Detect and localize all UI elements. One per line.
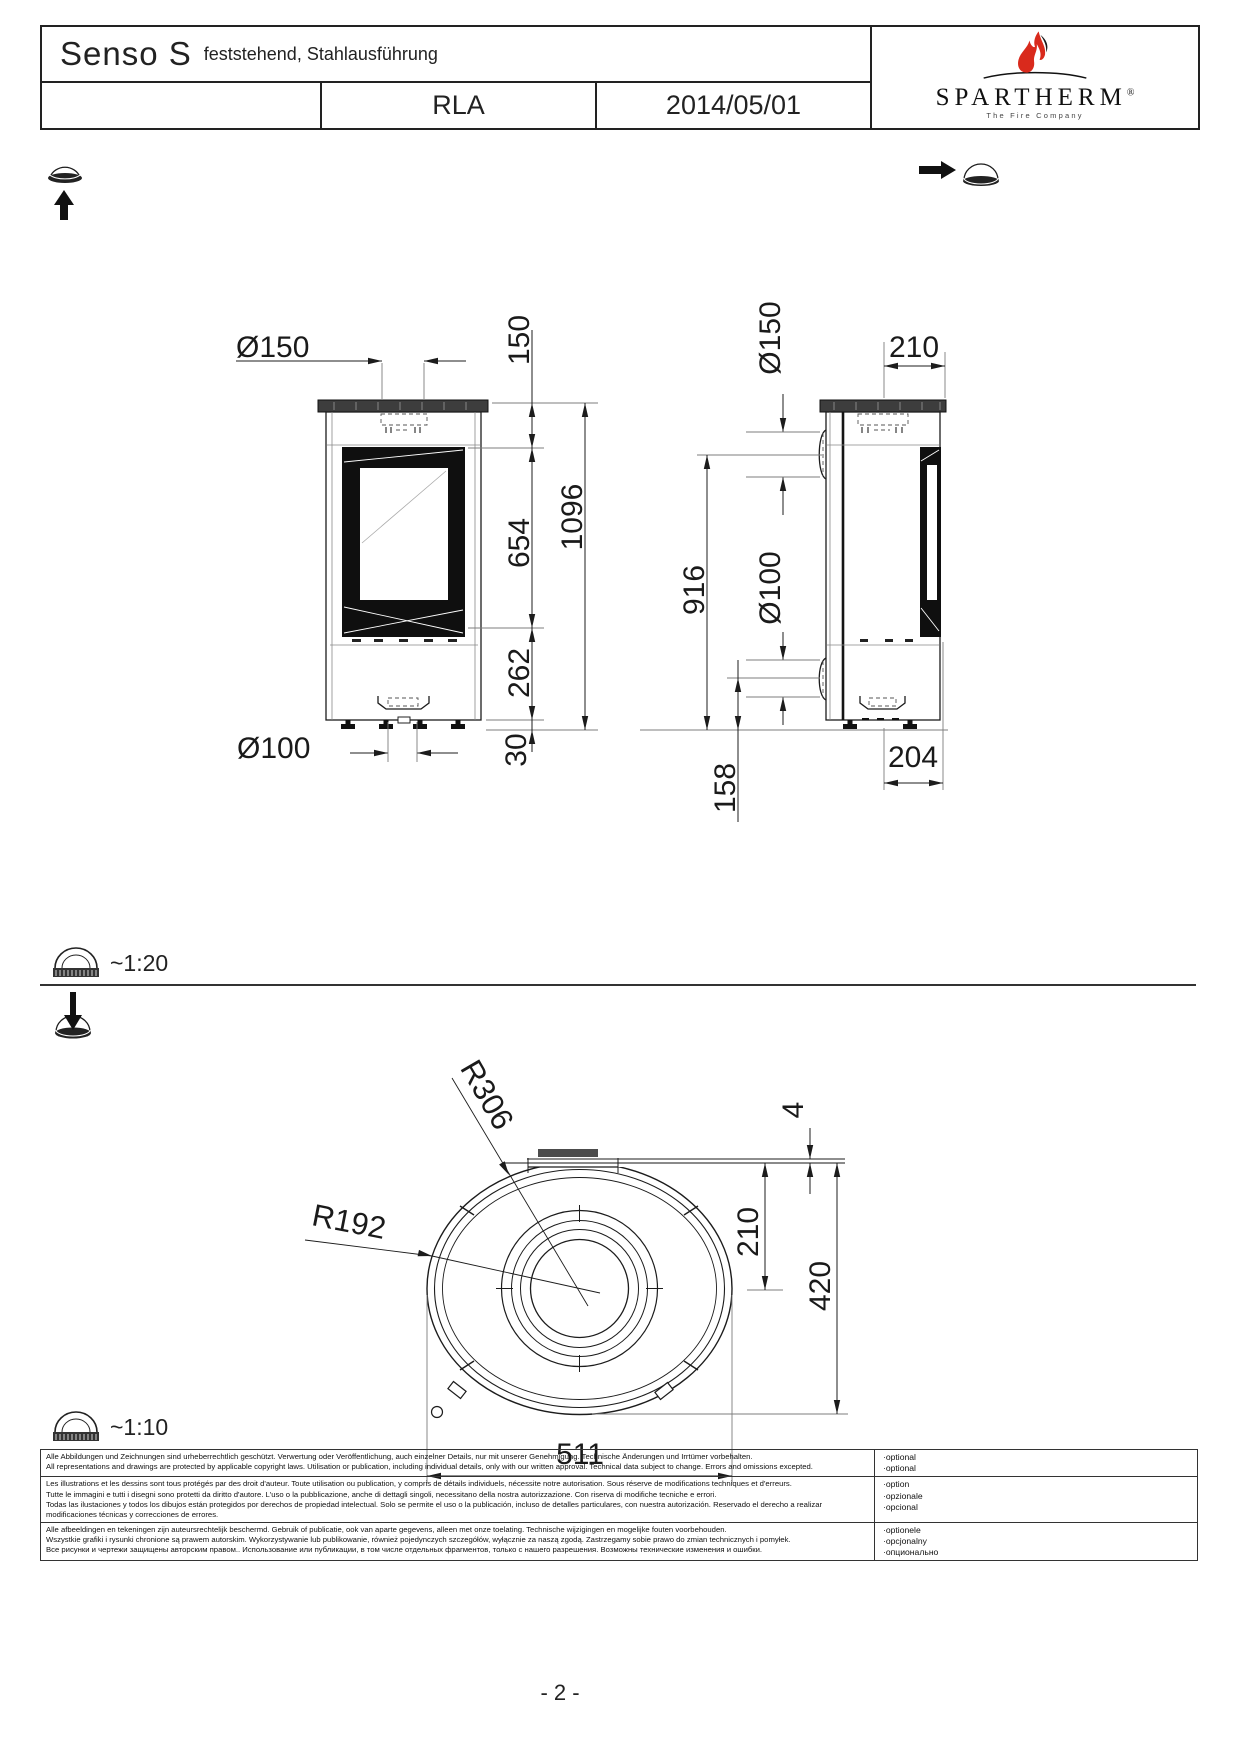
legal-line: Alle Abbildungen und Zeichnungen sind urheberrechtlich geschützt. Verwertung oder Veröffentlichung, auch einzelner Details, nur mit unserer Genehmigung. Technische Änderungen und Irrtümer vorbehalten. bbox=[46, 1452, 753, 1461]
legal-line: All representations and drawings are protected by applicable copyright laws. Utilisation or publication, including individual details, only with our written approval. Technical data subject to change. Errors and omissions excepted. bbox=[46, 1462, 813, 1472]
option-label: ·optional bbox=[883, 1463, 916, 1474]
side-dim-outlet-height: 158 bbox=[709, 762, 742, 814]
option-label: ·opcjonalny bbox=[883, 1536, 927, 1547]
plan-dim-back-gap: 4 bbox=[777, 1101, 810, 1119]
ruler-icon bbox=[52, 1406, 100, 1443]
front-view bbox=[318, 400, 488, 729]
plan-dim-outer-radius: R306 bbox=[453, 1053, 521, 1136]
front-dim-total: 1096 bbox=[556, 483, 589, 551]
scale-indicator-upper bbox=[52, 942, 168, 979]
page-number: - 2 - bbox=[540, 1680, 580, 1705]
product-variant: feststehend, Stahlausführung bbox=[203, 43, 438, 64]
legal-group-2 bbox=[41, 1476, 1197, 1522]
legal-options-3 bbox=[874, 1523, 1197, 1561]
option-label: ·option bbox=[883, 1479, 910, 1490]
plan-dim-width: 511 bbox=[556, 1438, 604, 1471]
legal-options-1 bbox=[874, 1450, 1197, 1476]
ruler-icon bbox=[52, 942, 100, 979]
front-dim-outlet-dia: Ø100 bbox=[237, 732, 311, 765]
option-label: ·опционально bbox=[883, 1547, 939, 1558]
brand-tagline: The Fire Company bbox=[986, 111, 1084, 120]
stove-placed-icon bbox=[963, 164, 999, 186]
scale-indicator-lower bbox=[52, 1406, 168, 1443]
option-label: ·optionele bbox=[883, 1524, 921, 1535]
side-dim-outlet-dia: Ø100 bbox=[754, 551, 787, 625]
option-label: ·opcional bbox=[883, 1501, 918, 1512]
front-dim-flue-dia: Ø150 bbox=[236, 331, 310, 364]
scale-value-upper: ~1:20 bbox=[110, 950, 169, 976]
doc-code-cell: RLA bbox=[320, 83, 595, 128]
side-dim-top-depth: 210 bbox=[888, 331, 940, 364]
plan-dim-half-depth: 210 bbox=[732, 1206, 765, 1258]
legal-text-3 bbox=[41, 1523, 874, 1561]
plan-dim-inner-radius: R192 bbox=[309, 1197, 389, 1246]
move-right-arrow-icon bbox=[919, 161, 956, 179]
legal-line: Alle afbeeldingen en tekeningen zijn auteursrechtelijk beschermd. Gebruik of publicatie, ook van aparte gegevens, alleen met onze toelating. Technische wijzigingen en mogelijke fouten voorbehouden. bbox=[46, 1524, 727, 1534]
front-dim-door: 654 bbox=[503, 517, 536, 569]
place-down-icon bbox=[55, 992, 91, 1039]
front-dim-feet: 30 bbox=[500, 733, 533, 767]
stove-upright-icon bbox=[48, 167, 82, 183]
legal-text-1 bbox=[41, 1450, 874, 1476]
lift-up-arrow-icon bbox=[54, 190, 74, 220]
side-dim-flue-dia: Ø150 bbox=[754, 301, 787, 375]
legal-group-1 bbox=[41, 1450, 1197, 1476]
option-label: ·opzionale bbox=[883, 1490, 923, 1501]
legal-group-3 bbox=[41, 1522, 1197, 1561]
section-divider bbox=[40, 984, 1196, 986]
option-label: ·optional bbox=[883, 1452, 916, 1462]
legal-footer bbox=[40, 1449, 1198, 1561]
legal-line: Все рисунки и чертежи защищены авторским правом.. Использование или публикации, в том числе отдельных фрагментов, только с нашего разрешения. Возможны технические изменения и ошибки. bbox=[46, 1545, 763, 1555]
legal-line: Les illustrations et les dessins sont tous protégés par des droit d'auteur. Toute utilisation ou publication, y compris de détails individuels, nécessite notre autorisation. Sous réserve de modifications techniques et d'erreurs. bbox=[46, 1479, 792, 1489]
product-name: Senso S bbox=[60, 35, 192, 72]
legal-options-2 bbox=[874, 1477, 1197, 1522]
legal-text-2 bbox=[41, 1477, 874, 1522]
doc-date-cell: 2014/05/01 bbox=[595, 83, 870, 128]
front-dim-base: 262 bbox=[503, 647, 536, 699]
legal-line: Wszystkie grafiki i rysunki chronione są prawem autorskim. Wykorzystywanie lub publikowanie, również pojedynczych szczegółów, wyłącznie za naszą zgodą. Zastrzegamy sobie prawo do zmian technicznych i pomyłek. bbox=[46, 1535, 791, 1545]
scale-value-lower: ~1:10 bbox=[110, 1414, 169, 1440]
legal-line: Todas las ilustaciones y todos los dibujos están protegidos por derechos de propiedad intelectual. Solo se permite el uso o la publicación, incluso de detalles particulares, con nuestra autorización. Reservado el derecho a realizar modificaciones técnicas y correcciones de errores. bbox=[46, 1499, 823, 1519]
side-view bbox=[819, 400, 946, 729]
registered-mark: ® bbox=[1126, 87, 1135, 99]
legal-line: Tutte le immagini e tutti i disegni sono protetti da diritto d'autore. L'uso o la pubblicazione, anche di dettagli singoli, necessitano della nostra autorizzazione. Con riserva di modifiche tecniche e errori. bbox=[46, 1489, 717, 1499]
brand-name: SPARTHERM bbox=[935, 84, 1127, 111]
side-dim-flue-height: 916 bbox=[678, 564, 711, 616]
plan-view bbox=[427, 1149, 845, 1418]
side-dim-base-depth: 204 bbox=[887, 741, 939, 774]
front-dim-top: 150 bbox=[503, 314, 536, 366]
plan-dim-depth: 420 bbox=[804, 1260, 837, 1312]
